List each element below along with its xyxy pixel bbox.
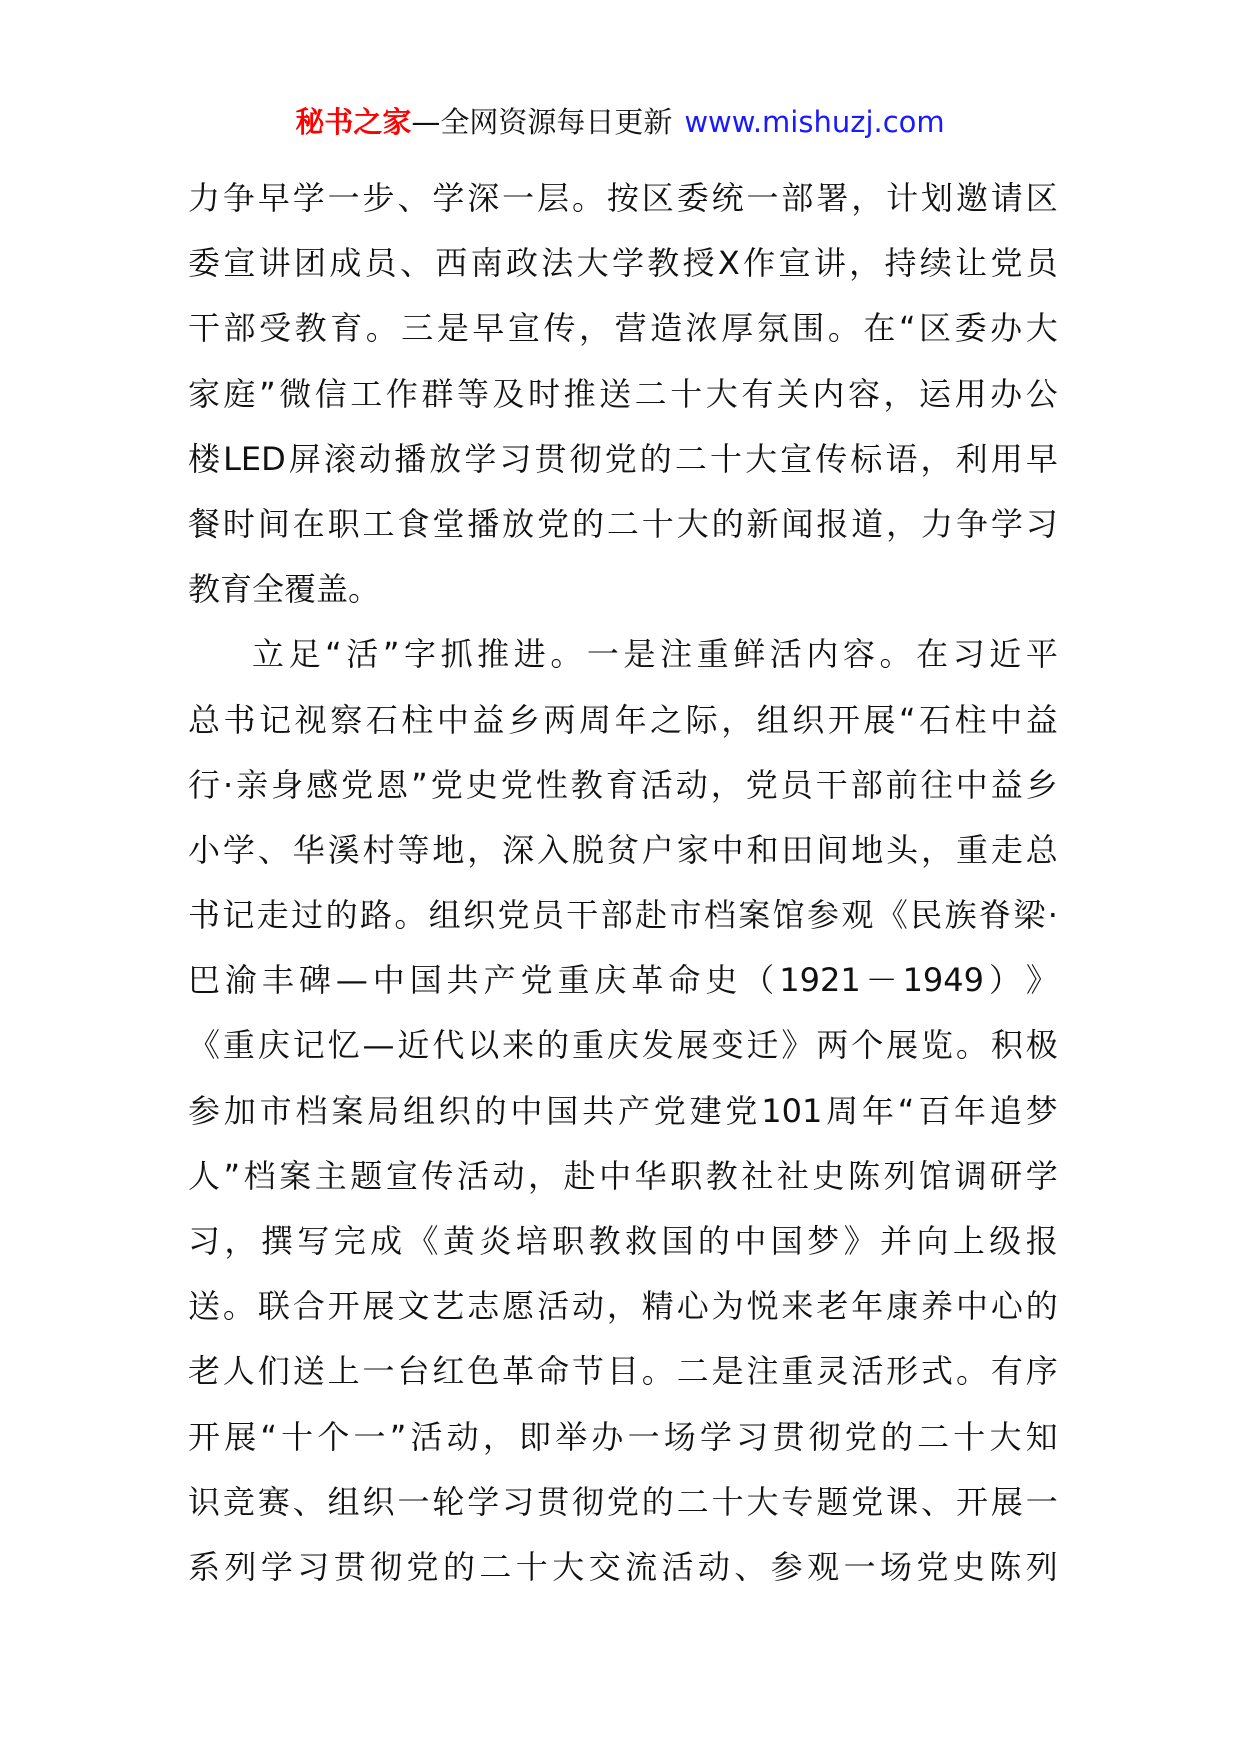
text-line: 习 ， 撰 写 完 成 《 黄 炎 培 职 教 救 国 的 中 国 梦 》 并 向 上 级 报 [188,1222,1058,1260]
text-line: 力 争 早 学 一 步 、 学 深 一 层 。 按 区 委 统 一 部 署 ， 计 划 邀 请 区 [188,179,1058,217]
body-text [188,166,1058,1600]
text-line: 识 竞 赛 、 组 织 一 轮 学 习 贯 彻 党 的 二 十 大 专 题 党 课 、 开 展 一 [188,1482,1058,1521]
text-line: 楼 LED 屏 滚 动 播 放 学 习 贯 彻 党 的 二 十 大 宣 传 标 语 ， 利 用 早 [188,439,1058,478]
text-line: 餐 时 间 在 职 工 食 堂 播 放 党 的 二 十 大 的 新 闻 报 道 ， 力 争 学 习 [188,504,1058,543]
text-line: 老 人 们 送 上 一 台 红 色 革 命 节 目 。 二 是 注 重 灵 活 形 式 。 有 序 [188,1352,1058,1391]
text-line: 参 加 市 档 案 局 组 织 的 中 国 共 产 党 建 党 101 周 年 “ 百 年 追 梦 [188,1091,1058,1130]
text-line: 开 展 “ 十 个 一 ” 活 动 ， 即 举 办 一 场 学 习 贯 彻 党 的 二 十 大 知 [188,1417,1058,1456]
text-line: 干 部 受 教 育 。 三 是 早 宣 传 ， 营 造 浓 厚 氛 围 。 在 “ 区 委 办 大 [188,309,1058,348]
text-line: 书 记 走 过 的 路 。 组 织 党 员 干 部 赴 市 档 案 馆 参 观 《 民 族 脊 梁 · [188,896,1058,935]
page-header [0,100,1240,144]
text-line: 人 ” 档 案 主 题 宣 传 活 动 ， 赴 中 华 职 教 社 社 史 陈 列 馆 调 研 学 [188,1156,1058,1195]
text-line: 系 列 学 习 贯 彻 党 的 二 十 大 交 流 活 动 、 参 观 一 场 党 史 陈 列 [188,1547,1058,1586]
text-line: 总 书 记 视 察 石 柱 中 益 乡 两 周 年 之 际 ， 组 织 开 展 “ 石 柱 中 益 [188,700,1058,739]
text-line: 立 足 “ 活 ” 字 抓 推 进 。 一 是 注 重 鲜 活 内 容 。 在 习 近 平 [252,635,1058,674]
text-line: 教育全覆盖。 [188,570,381,609]
text-line: 巴 渝 丰 碑 — 中 国 共 产 党 重 庆 革 命 史 （ 1921 － 1949 ） 》 [188,961,1058,1000]
brand-name: 秘书之家 [295,105,412,139]
text-line: 行 · 亲 身 感 党 恩 ” 党 史 党 性 教 育 活 动 ， 党 员 干 部 前 往 中 益 乡 [188,765,1058,804]
text-line: 委 宣 讲 团 成 员 、 西 南 政 法 大 学 教 授 X 作 宣 讲 ， 持 续 让 党 员 [188,244,1058,283]
text-line: 《 重 庆 记 忆 — 近 代 以 来 的 重 庆 发 展 变 迁 》 两 个 展 览 。 积 极 [188,1026,1058,1065]
text-line: 小 学 、 华 溪 村 等 地 ， 深 入 脱 贫 户 家 中 和 田 间 地 头 ， 重 走 总 [188,830,1058,869]
header-tagline: —全网资源每日更新 [411,105,673,139]
text-line: 送 。 联 合 开 展 文 艺 志 愿 活 动 ， 精 心 为 悦 来 老 年 康 养 中 心 的 [188,1287,1058,1326]
site-link[interactable]: www.mishuzj.com [684,105,945,139]
text-line: 家 庭 ” 微 信 工 作 群 等 及 时 推 送 二 十 大 有 关 内 容 ， 运 用 办 公 [188,374,1058,413]
